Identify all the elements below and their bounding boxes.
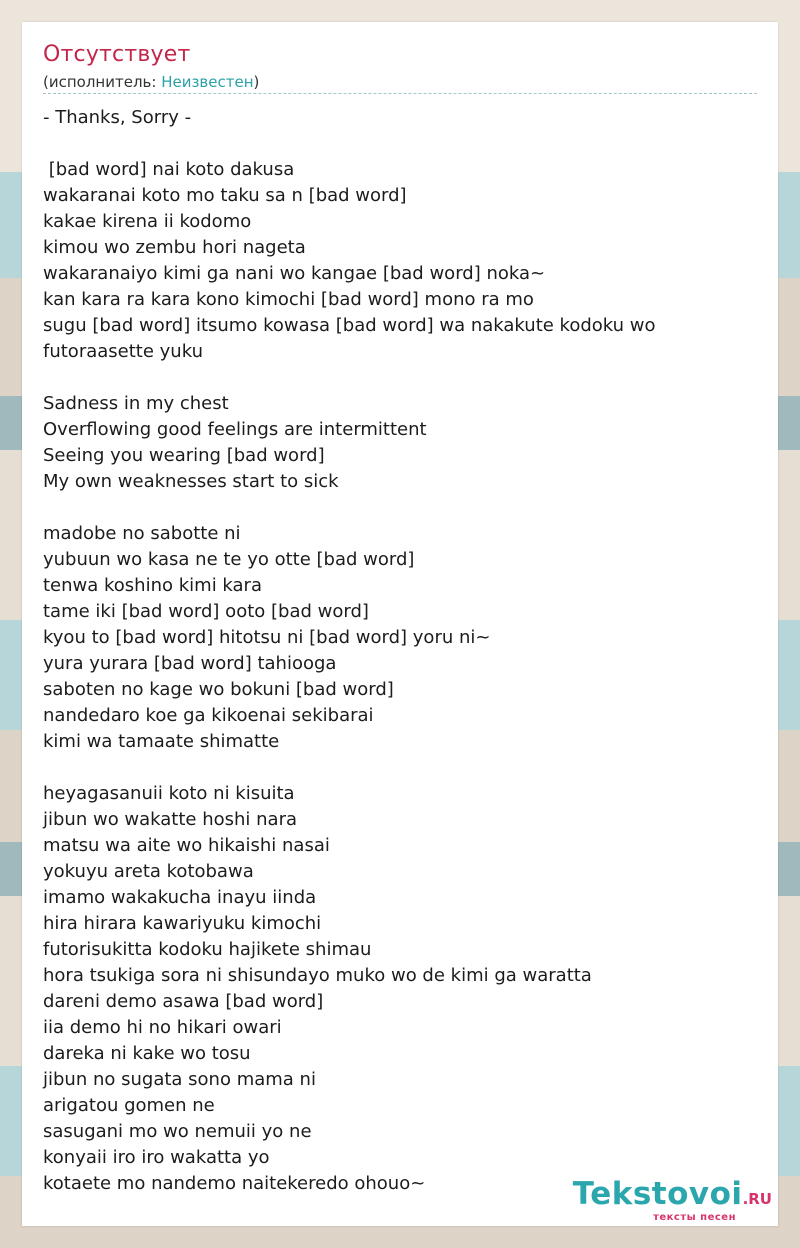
logo-wordmark xyxy=(573,1176,772,1212)
site-logo[interactable] xyxy=(532,1176,772,1226)
lyric-line xyxy=(43,495,757,521)
lyric-line: kimou wo zembu hori nageta xyxy=(43,237,306,258)
lyric-line: saboten no kage wo bokuni [bad word] xyxy=(43,679,394,700)
lyrics-card xyxy=(22,22,778,1226)
lyric-line: iia demo hi no hikari owari xyxy=(43,1017,282,1038)
lyric-line: heyagasanuii koto ni kisuita xyxy=(43,783,295,804)
lyric-line: kotaete mo nandemo naitekeredo ohouo~ xyxy=(43,1173,426,1194)
lyric-line: wakaranaiyo kimi ga nani wo kangae [bad word] noka~ xyxy=(43,263,546,284)
lyric-line: jibun no sugata sono mama ni xyxy=(43,1069,316,1090)
logo-subtitle: тексты песен xyxy=(653,1212,736,1223)
artist-line xyxy=(43,73,259,91)
lyric-line: My own weaknesses start to sick xyxy=(43,471,339,492)
lyric-line: matsu wa aite wo hikaishi nasai xyxy=(43,835,330,856)
lyric-line: kyou to [bad word] hitotsu ni [bad word] yoru ni~ xyxy=(43,627,491,648)
lyric-line: nandedaro koe ga kikoenai sekibarai xyxy=(43,705,374,726)
lyric-line: Seeing you wearing [bad word] xyxy=(43,445,325,466)
artist-prefix: (исполнитель: xyxy=(43,73,162,91)
lyric-line: hora tsukiga sora ni shisundayo muko wo de kimi ga waratta xyxy=(43,965,592,986)
lyric-line: sugu [bad word] itsumo kowasa [bad word] wa nakakute kodoku wo xyxy=(43,315,656,336)
lyric-line: konyaii iro iro wakatta yo xyxy=(43,1147,270,1168)
lyric-line: - Thanks, Sorry - xyxy=(43,107,192,128)
lyric-line: tenwa koshino kimi kara xyxy=(43,575,262,596)
song-title: Отсутствует xyxy=(43,42,191,67)
lyric-line: futorisukitta kodoku hajikete shimau xyxy=(43,939,372,960)
artist-suffix: ) xyxy=(253,73,260,91)
artist-link[interactable]: Неизвестен xyxy=(161,73,254,91)
logo-word: Tekstovoi xyxy=(572,1176,743,1212)
lyric-line: kan kara ra kara kono kimochi [bad word] mono ra mo xyxy=(43,289,534,310)
lyric-line xyxy=(43,755,757,781)
lyric-line: tame iki [bad word] ooto [bad word] xyxy=(43,601,369,622)
lyric-line: dareni demo asawa [bad word] xyxy=(43,991,324,1012)
lyric-line: sasugani mo wo nemuii yo ne xyxy=(43,1121,312,1142)
lyric-line: Sadness in my chest xyxy=(43,393,229,414)
lyric-line: [bad word] nai koto dakusa xyxy=(43,159,295,180)
logo-tld: .RU xyxy=(742,1190,772,1208)
lyric-line: yura yurara [bad word] tahiooga xyxy=(43,653,337,674)
header-divider xyxy=(43,93,757,94)
lyric-line: jibun wo wakatte hoshi nara xyxy=(43,809,298,830)
lyric-line: dareka ni kake wo tosu xyxy=(43,1043,251,1064)
lyric-line xyxy=(43,131,757,157)
lyric-line: imamo wakakucha inayu iinda xyxy=(43,887,317,908)
lyric-line: yubuun wo kasa ne te yo otte [bad word] xyxy=(43,549,415,570)
lyric-line: futoraasette yuku xyxy=(43,341,203,362)
lyric-line: yokuyu areta kotobawa xyxy=(43,861,254,882)
lyrics-text xyxy=(43,105,757,1197)
lyric-line: Overflowing good feelings are intermittent xyxy=(43,419,427,440)
lyric-line: hira hirara kawariyuku kimochi xyxy=(43,913,322,934)
lyric-line: wakaranai koto mo taku sa n [bad word] xyxy=(43,185,407,206)
lyric-line: arigatou gomen ne xyxy=(43,1095,215,1116)
lyric-line: kimi wa tamaate shimatte xyxy=(43,731,280,752)
lyric-line: kakae kirena ii kodomo xyxy=(43,211,252,232)
lyric-line: madobe no sabotte ni xyxy=(43,523,241,544)
lyric-line xyxy=(43,365,757,391)
